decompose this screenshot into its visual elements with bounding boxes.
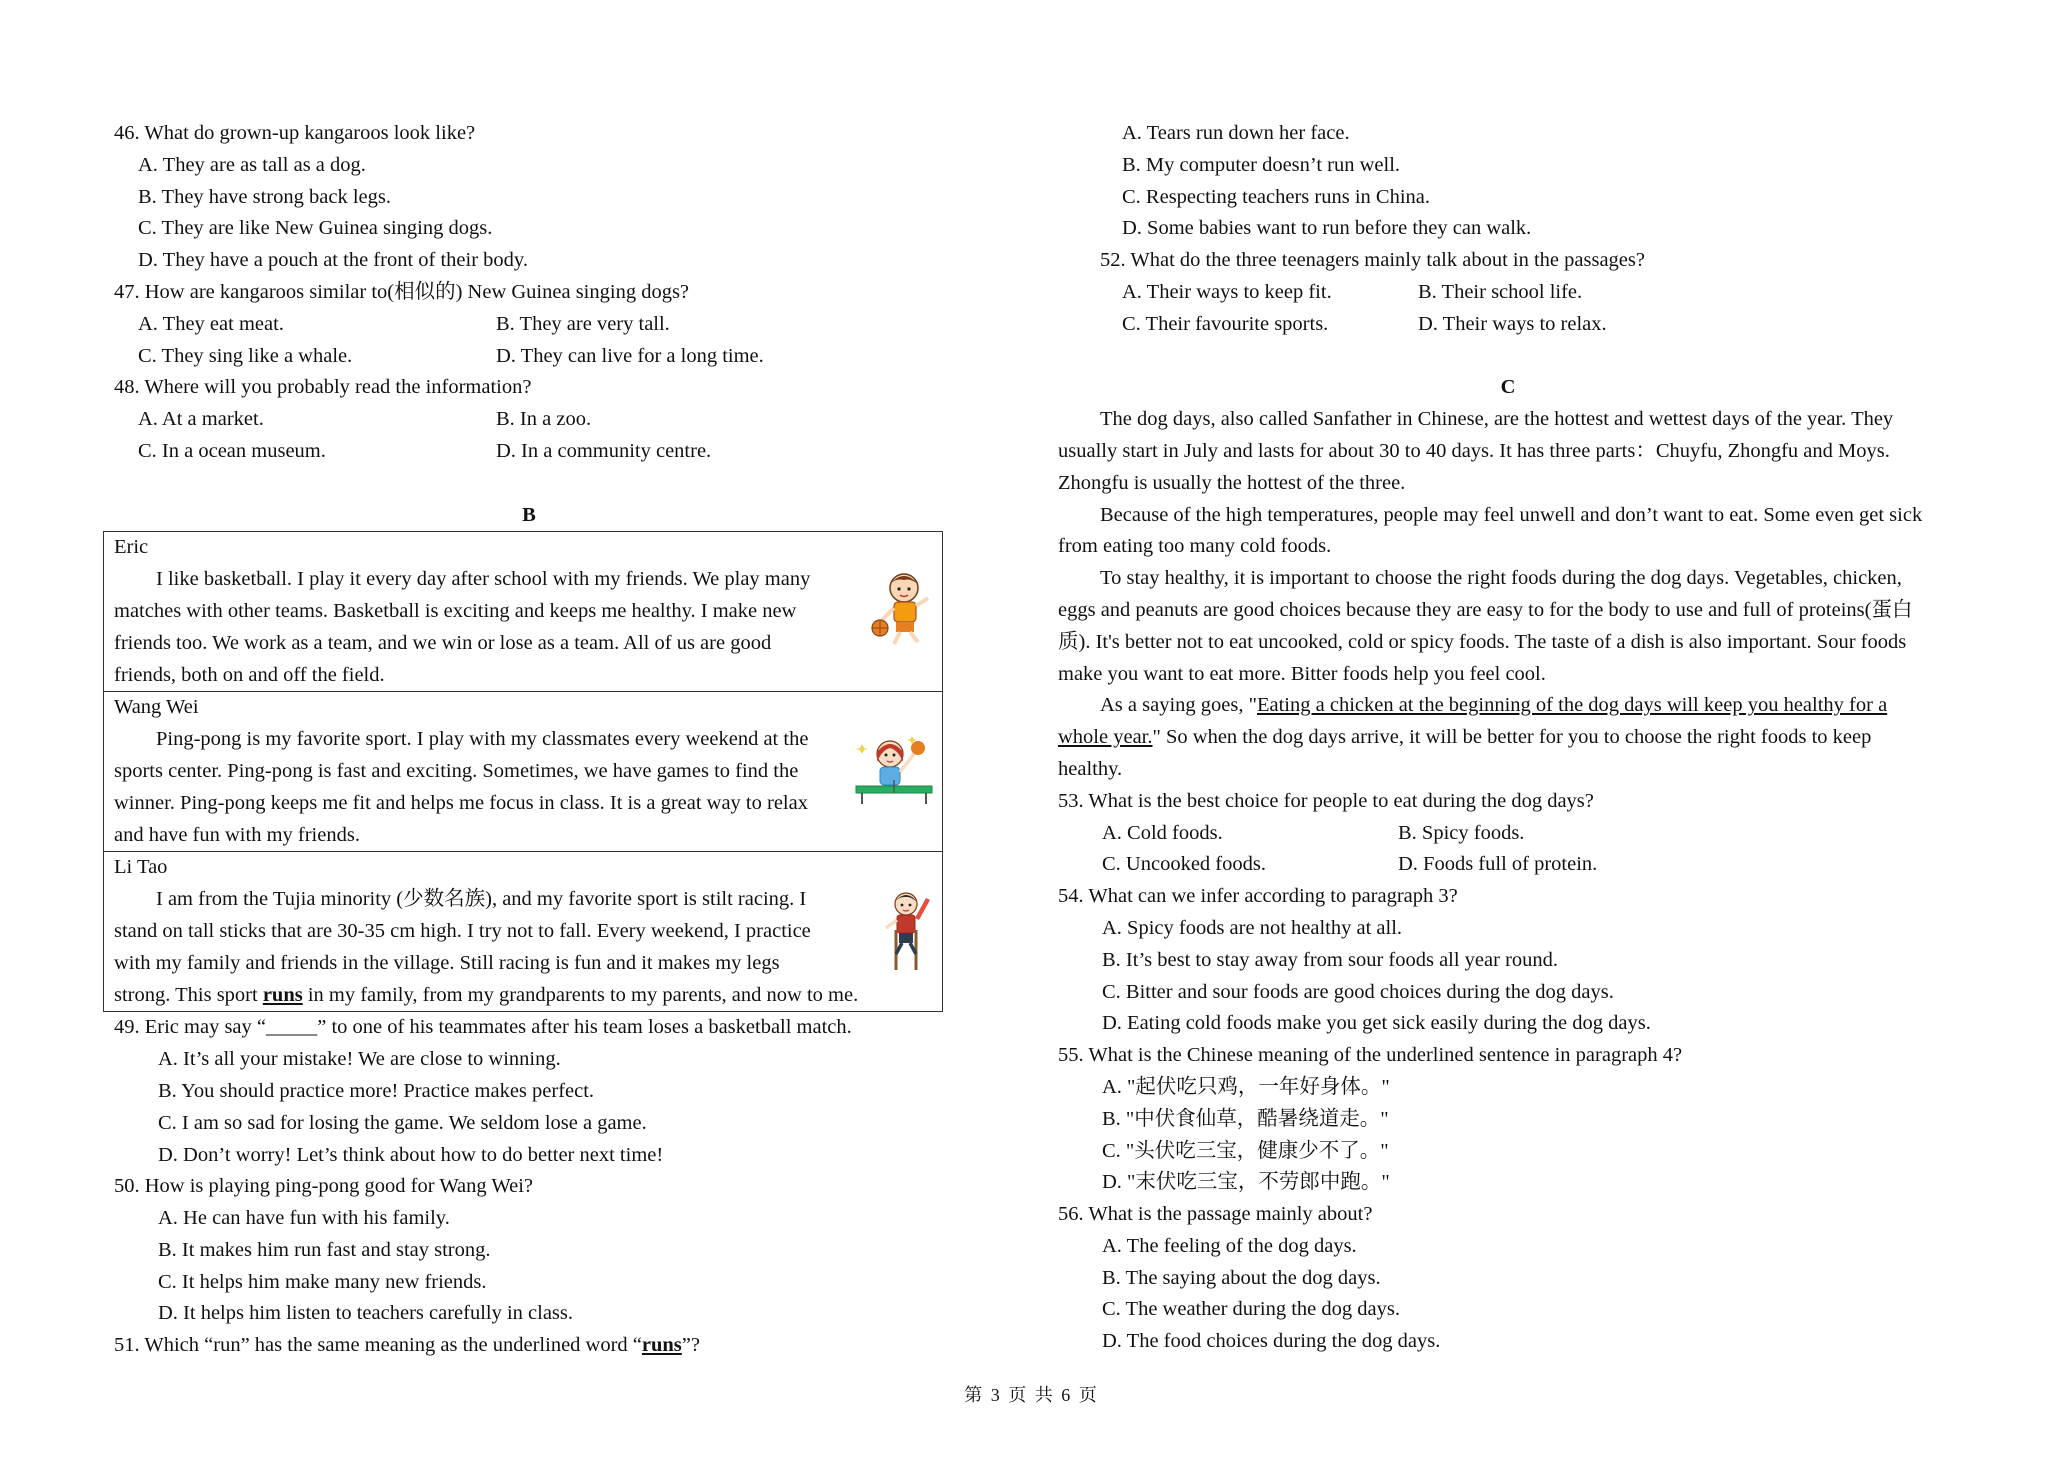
option-row: [114, 436, 944, 468]
passage-line: The dog days, also called Sanfather in Chinese, are the hottest and wettest days of the year. They: [1100, 408, 1894, 431]
option: B. You should practice more! Practice makes perfect.: [158, 1079, 595, 1102]
question-53: 53. What is the best choice for people to eat during the dog days?: [1058, 789, 1594, 812]
option: A. It’s all your mistake! We are close to winning.: [158, 1048, 561, 1071]
option-row: [1058, 277, 1958, 309]
right-column: [1058, 118, 1958, 1358]
underlined-word-runs: runs: [262, 983, 303, 1006]
option: A. They eat meat.: [138, 312, 284, 335]
passage-line: eggs and peanuts are good choices because they are easy to for the body to use and full of proteins(蛋白: [1058, 598, 1913, 621]
option: B. They have strong back legs.: [138, 185, 391, 208]
option-row: [114, 341, 944, 373]
text-run: strong. This sport: [114, 983, 263, 1006]
question-54: 54. What can we infer according to paragraph 3?: [1058, 885, 1458, 908]
option-row: [114, 309, 944, 341]
option: D. It helps him listen to teachers carefully in class.: [158, 1302, 574, 1325]
text-run: " So when the dog days arrive, it will be better for you to choose the right foods to keep: [1152, 726, 1872, 749]
passage-line: Because of the high temperatures, people may feel unwell and don’t want to eat. Some even get sick: [1100, 503, 1923, 526]
option: D. They can live for a long time.: [496, 344, 764, 367]
option: D. Their ways to relax.: [1418, 312, 1607, 335]
option: D. They have a pouch at the front of their body.: [138, 249, 528, 272]
text-run: in my family, from my grandparents to my parents, and now to me.: [302, 983, 859, 1006]
option: B. Their school life.: [1418, 280, 1583, 303]
speaker-name: Eric: [114, 536, 149, 559]
eric-panel: [104, 532, 942, 692]
option: C. "头伏吃三宝，健康少不了。": [1102, 1139, 1389, 1162]
question-51: [114, 1330, 944, 1362]
text-run: ”?: [681, 1334, 700, 1357]
passage-line: healthy.: [1058, 757, 1123, 780]
basketball-boy-illustration: [870, 568, 936, 648]
question-48: 48. Where will you probably read the information?: [114, 376, 532, 399]
option: B. In a zoo.: [496, 408, 592, 431]
option-row: [1058, 309, 1958, 341]
option: C. The weather during the dog days.: [1102, 1298, 1400, 1321]
option: A. Spicy foods are not healthy at all.: [1102, 916, 1403, 939]
option: D. Foods full of protein.: [1398, 853, 1598, 876]
option: C. It helps him make many new friends.: [158, 1270, 487, 1293]
option: B. The saying about the dog days.: [1102, 1266, 1381, 1289]
option-row: [114, 404, 944, 436]
option: B. It makes him run fast and stay strong.: [158, 1238, 491, 1261]
question-56: 56. What is the passage mainly about?: [1058, 1203, 1373, 1226]
passage-line: 质). It's better not to eat uncooked, cold or spicy foods. The taste of a dish is also important. Sour foods: [1058, 630, 1907, 653]
passage-line: [1058, 722, 1958, 754]
question-47: 47. How are kangaroos similar to(相似的) New Guinea singing dogs?: [114, 280, 690, 303]
option: C. They sing like a whale.: [138, 344, 353, 367]
option: A. They are as tall as a dog.: [138, 153, 366, 176]
option: C. Uncooked foods.: [1102, 853, 1266, 876]
option: C. They are like New Guinea singing dogs.: [138, 217, 493, 240]
passage-line: usually start in July and lasts for about 30 to 40 days. It has three parts：Chuyfu, Zhongfu and Moys.: [1058, 439, 1890, 462]
option: A. At a market.: [138, 408, 264, 431]
underlined-sentence: whole year.: [1058, 726, 1153, 749]
question-52: 52. What do the three teenagers mainly talk about in the passages?: [1100, 249, 1645, 272]
option: D. "末伏吃三宝，不劳郎中跑。": [1102, 1171, 1390, 1194]
option: C. In a ocean museum.: [138, 439, 326, 462]
left-column: [114, 118, 944, 1362]
passage-line: matches with other teams. Basketball is exciting and keeps me healthy. I make new: [114, 599, 797, 622]
option: A. Tears run down her face.: [1122, 122, 1350, 144]
option: C. Their favourite sports.: [1122, 312, 1329, 335]
passage-line: sports center. Ping-pong is fast and exciting. Sometimes, we have games to find the: [114, 759, 799, 782]
section-c-heading: C: [1500, 376, 1516, 399]
option: D. Some babies want to run before they can walk.: [1122, 217, 1532, 240]
underlined-sentence: Eating a chicken at the beginning of the dog days will keep you healthy for a: [1256, 694, 1888, 717]
option: C. Respecting teachers runs in China.: [1122, 185, 1431, 208]
option: D. The food choices during the dog days.: [1102, 1330, 1441, 1353]
passage-line: friends too. We work as a team, and we win or lose as a team. All of us are good: [114, 631, 772, 654]
question-49: 49. Eric may say “_____” to one of his teammates after his team loses a basketball match.: [114, 1016, 852, 1039]
option: C. Bitter and sour foods are good choices during the dog days.: [1102, 980, 1614, 1003]
option: B. Spicy foods.: [1398, 821, 1525, 844]
li-tao-panel: [104, 852, 942, 1011]
passage-line: To stay healthy, it is important to choose the right foods during the dog days. Vegetables, chicken,: [1100, 567, 1902, 590]
option: A. He can have fun with his family.: [158, 1207, 450, 1230]
option-row: [1058, 818, 1958, 850]
passage-line: winner. Ping-pong keeps me fit and helps me focus in class. It is a great way to relax: [114, 791, 808, 814]
wang-wei-panel: [104, 692, 942, 852]
option: B. "中伏食仙草，酷暑绕道走。": [1102, 1107, 1389, 1130]
question-50: 50. How is playing ping-pong good for Wang Wei?: [114, 1175, 533, 1198]
page-footer: 第 3 页 共 6 页: [964, 1385, 1099, 1405]
text-run: As a saying goes, ": [1100, 694, 1257, 717]
passage-line: friends, both on and off the field.: [114, 663, 385, 686]
passage-line: from eating too many cold foods.: [1058, 535, 1332, 558]
option: A. "起伏吃只鸡，一年好身体。": [1102, 1075, 1390, 1098]
option: B. My computer doesn’t run well.: [1122, 153, 1401, 176]
passage-line: make you want to eat more. Bitter foods help you feel cool.: [1058, 662, 1546, 685]
passage-b-box: [103, 531, 943, 1012]
speaker-name: Li Tao: [114, 856, 168, 879]
passage-line: Ping-pong is my favorite sport. I play with my classmates every weekend at the: [156, 728, 809, 751]
passage-line: and have fun with my friends.: [114, 823, 360, 846]
option: C. I am so sad for losing the game. We seldom lose a game.: [158, 1111, 647, 1134]
option: D. In a community centre.: [496, 439, 712, 462]
passage-line: [114, 980, 922, 1012]
option-row: [1058, 849, 1958, 881]
underlined-word-runs: runs: [641, 1334, 682, 1357]
spacer: [114, 468, 944, 500]
question-46: 46. What do grown-up kangaroos look like?: [114, 122, 476, 144]
option: B. They are very tall.: [496, 312, 670, 335]
option: B. It’s best to stay away from sour foods all year round.: [1102, 948, 1559, 971]
option: A. The feeling of the dog days.: [1102, 1234, 1357, 1257]
ping-pong-girl-illustration: [852, 732, 936, 808]
option: A. Their ways to keep fit.: [1122, 280, 1332, 303]
option: D. Don’t worry! Let’s think about how to do better next time!: [158, 1143, 664, 1166]
passage-line: I like basketball. I play it every day after school with my friends. We play many: [156, 568, 811, 591]
spacer: [1058, 341, 1958, 373]
passage-line: stand on tall sticks that are 30-35 cm high. I try not to fall. Every weekend, I practice: [114, 919, 811, 942]
question-55: 55. What is the Chinese meaning of the underlined sentence in paragraph 4?: [1058, 1044, 1683, 1067]
passage-line: Zhongfu is usually the hottest of the three.: [1058, 471, 1406, 494]
passage-line: [1058, 690, 1958, 722]
passage-line: I am from the Tujia minority (少数名族), and my favorite sport is stilt racing. I: [156, 888, 807, 911]
speaker-name: Wang Wei: [114, 696, 199, 719]
passage-line: with my family and friends in the village. Still racing is fun and it makes my legs: [114, 951, 780, 974]
stilt-boy-illustration: [878, 888, 936, 972]
option: D. Eating cold foods make you get sick easily during the dog days.: [1102, 1012, 1651, 1035]
text-run: 51. Which “run” has the same meaning as the underlined word “: [114, 1334, 642, 1357]
section-b-heading: B: [522, 503, 536, 526]
option: A. Cold foods.: [1102, 821, 1223, 844]
